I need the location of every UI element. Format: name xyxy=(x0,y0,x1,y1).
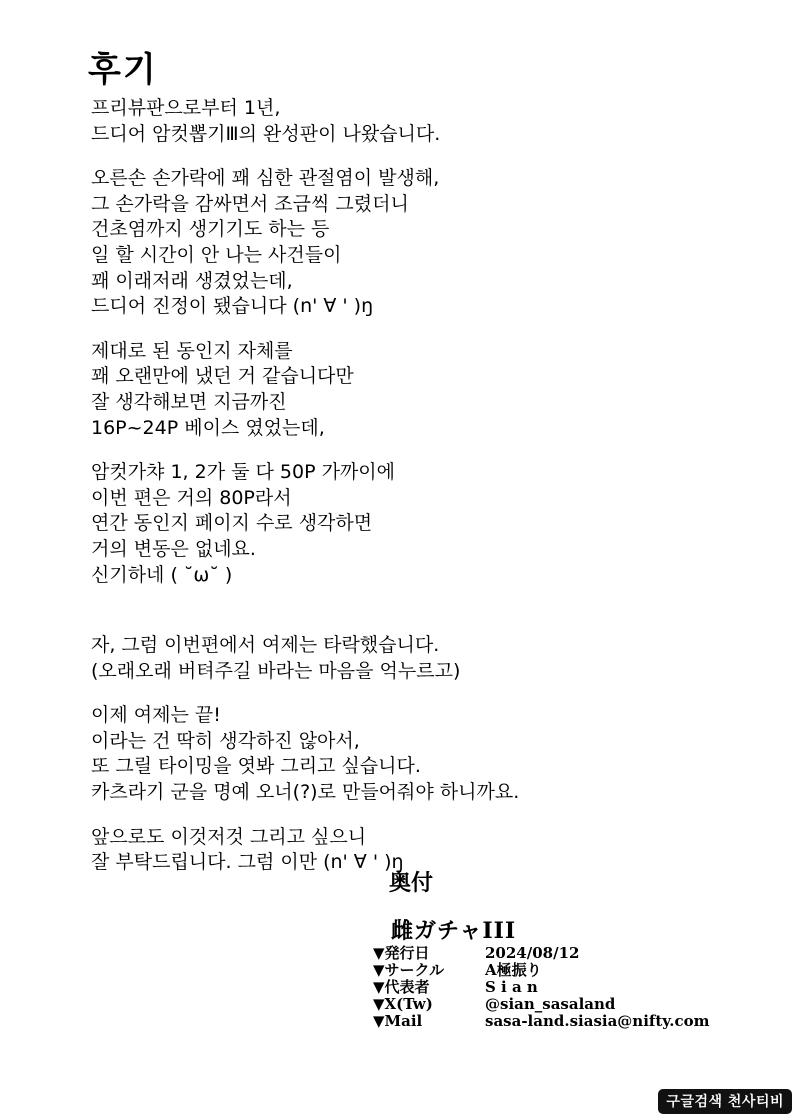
colophon-row-author xyxy=(373,979,710,996)
text-line: 꽤 이래저래 생겼었는데, xyxy=(91,269,293,292)
text-line: 이번 편은 거의 80P라서 xyxy=(91,486,292,509)
colophon-value: sasa-land.siasia@nifty.com xyxy=(485,1012,710,1030)
text-line: (오래오래 버텨주길 바라는 마음을 억누르고) xyxy=(91,659,461,682)
text-line: 그 손가락을 감싸면서 조금씩 그렸더니 xyxy=(91,192,409,215)
paragraph xyxy=(91,166,711,320)
text-line: 오른손 손가락에 꽤 심한 관절염이 발생해, xyxy=(91,167,440,190)
book-title: 雌ガチャIII xyxy=(391,918,517,944)
text-line: 16P~24P 베이스 였었는데, xyxy=(91,416,325,439)
colophon-key: ▼サークル xyxy=(373,961,445,979)
text-line: 이라는 건 딱히 생각하진 않아서, xyxy=(91,729,360,752)
colophon-heading: 奥付 xyxy=(389,870,434,896)
paragraph xyxy=(91,460,711,588)
colophon-key: ▼X(Tw) xyxy=(373,995,433,1013)
text-line: 암컷가챠 1, 2가 둘 다 50P 가까이에 xyxy=(91,461,395,484)
colophon-key: ▼Mail xyxy=(373,1012,423,1030)
text-line: 잘 생각해보면 지금까진 xyxy=(91,390,287,413)
colophon-row-circle xyxy=(373,962,710,979)
text-line: 거의 변동은 없네요. xyxy=(91,537,256,560)
text-line: 프리뷰판으로부터 1년, xyxy=(91,97,281,119)
text-line: 앞으로도 이것저것 그리고 싶으니 xyxy=(91,825,367,848)
text-line: 일 할 시간이 안 나는 사건들이 xyxy=(91,243,342,266)
text-line: 드디어 암컷뽑기Ⅲ의 완성판이 나왔습니다. xyxy=(91,122,441,145)
text-line: 드디어 진정이 됐습니다 (n' ∀ ' )ŋ xyxy=(91,295,374,318)
text-line: 연간 동인지 페이지 수로 생각하면 xyxy=(91,512,373,535)
colophon-value: 2024/08/12 xyxy=(485,944,580,962)
afterword-body xyxy=(91,96,711,895)
text-line: 잘 부탁드립니다. 그럼 이만 (n' ∀ ' )ŋ xyxy=(91,851,404,874)
colophon-value: @sian_sasaland xyxy=(485,995,616,1013)
text-line: 건초염까지 생기기도 하는 등 xyxy=(91,218,330,241)
text-line: 꽤 오랜만에 냈던 거 같습니다만 xyxy=(91,365,354,388)
text-line: 신기하네 ( ˘ω˘ ) xyxy=(91,563,233,586)
colophon-key: ▼代表者 xyxy=(373,978,430,996)
text-line: 카츠라기 군을 명예 오너(?)로 만들어줘야 하니까요. xyxy=(91,781,520,804)
colophon-row-mail xyxy=(373,1013,710,1030)
paragraph xyxy=(91,339,711,441)
text-line: 이제 여제는 끝! xyxy=(91,704,221,727)
paragraph xyxy=(91,633,711,684)
text-line: 제대로 된 동인지 자체를 xyxy=(91,339,293,362)
paragraph xyxy=(91,96,711,147)
colophon-value: S i a n xyxy=(485,978,538,996)
text-line: 자, 그럼 이번편에서 여제는 타락했습니다. xyxy=(91,634,440,657)
watermark-badge: 구글검색 천사티비 xyxy=(658,1089,792,1114)
colophon-value: A極振り xyxy=(485,961,542,979)
colophon-row-twitter xyxy=(373,996,710,1013)
colophon xyxy=(373,866,710,1030)
paragraph xyxy=(91,703,711,805)
afterword-title: 후기 xyxy=(88,50,158,90)
colophon-row-date xyxy=(373,945,710,962)
text-line: 또 그릴 타이밍을 엿봐 그리고 싶습니다. xyxy=(91,755,421,778)
colophon-key: ▼発行日 xyxy=(373,944,430,962)
